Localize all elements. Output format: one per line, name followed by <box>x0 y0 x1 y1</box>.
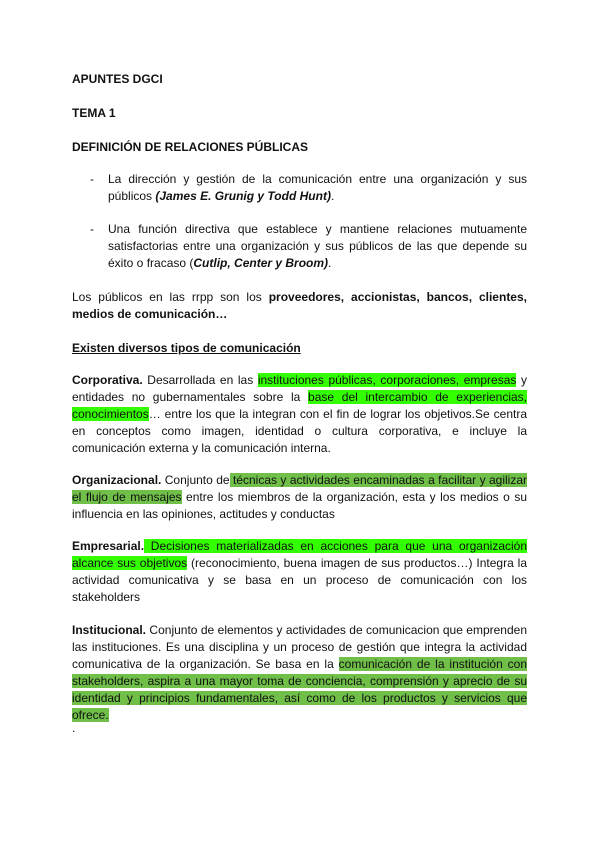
trailing-dot: . <box>72 721 76 735</box>
types-section-title: Existen diversos tipos de comunicación <box>72 341 301 355</box>
bullet-marker: - <box>90 222 94 236</box>
section-heading: DEFINICIÓN DE RELACIONES PÚBLICAS <box>72 140 309 154</box>
type-term: Organizacional. <box>72 473 162 487</box>
type-text: Conjunto de elementos y actividades de comunicacion que emprenden las instituciones. Es una disciplina y un proceso de gestión que integra la actividad comunicativa de la organización. Se basa en la <box>72 623 527 671</box>
type-term: Empresarial. <box>72 539 145 553</box>
bullet-item <box>108 171 527 205</box>
type-text: Desarrollada en las <box>142 373 258 387</box>
bullet-text: La dirección y gestión de la comunicación entre una organización y sus públicos <box>108 172 527 203</box>
publicos-list: proveedores, accionistas, bancos, clientes, medios de comunicación… <box>72 290 527 321</box>
type-term: Corporativa. <box>72 373 143 387</box>
highlight: base del intercambio de experiencias, conocimientos <box>72 390 528 421</box>
type-term: Institucional. <box>72 623 147 637</box>
bullet-marker: - <box>90 172 94 186</box>
type-text: Conjunto de <box>161 473 230 487</box>
highlight: comunicación de la institución con stakeholders, aspira a una mayor toma de conciencia, comprensión y aprecio de su identidad y principios fundamentales, así como de los productos y servicios que ofrece. <box>72 657 528 722</box>
bullet-citation: Cutlip, Center y Broom) <box>193 256 329 270</box>
type-institucional <box>72 622 527 724</box>
type-text: y entidades no gubernamentales sobre la <box>72 373 528 404</box>
tema-label: TEMA 1 <box>72 106 116 120</box>
doc-title: APUNTES DGCI <box>72 72 163 86</box>
bullet-text: Una función directiva que establece y mantiene relaciones mutuamente satisfactorias entre una organización y sus públicos de las que depende su éxito o fracaso ( <box>108 222 527 270</box>
bullet-citation: (James E. Grunig y Todd Hunt) <box>155 189 331 203</box>
publicos-lead: Los públicos en las rrpp son los <box>72 290 269 304</box>
type-text: (reconocimiento, buena imagen de sus productos…) Integra la actividad comunicativa y se basa en un proceso de comunicación con los stakeholders <box>72 556 527 604</box>
highlight: Decisiones materializadas en acciones para que una organización alcance sus objetivos <box>72 539 527 570</box>
type-corporativa <box>72 372 527 457</box>
bullet-end: . <box>328 256 332 270</box>
type-organizacional <box>72 472 527 523</box>
bullet-end: . <box>330 189 335 203</box>
type-empresarial <box>72 538 527 606</box>
type-text: entre los miembros de la organización, esta y los medios o su influencia en las opiniones, actitudes y conductas <box>72 490 528 521</box>
type-text: … entre los que la integran con el fin de lograr los objetivos.Se centra en conceptos como imagen, identidad o cultura corporativa, e incluye la comunicación externa y la comunicación interna. <box>72 407 527 455</box>
highlight: instituciones públicas, corporaciones, empresas <box>257 373 517 387</box>
bullet-item <box>108 221 527 272</box>
highlight: técnicas y actividades encaminadas a facilitar y agilizar el flujo de mensajes <box>72 473 527 504</box>
publicos-paragraph <box>72 289 527 323</box>
